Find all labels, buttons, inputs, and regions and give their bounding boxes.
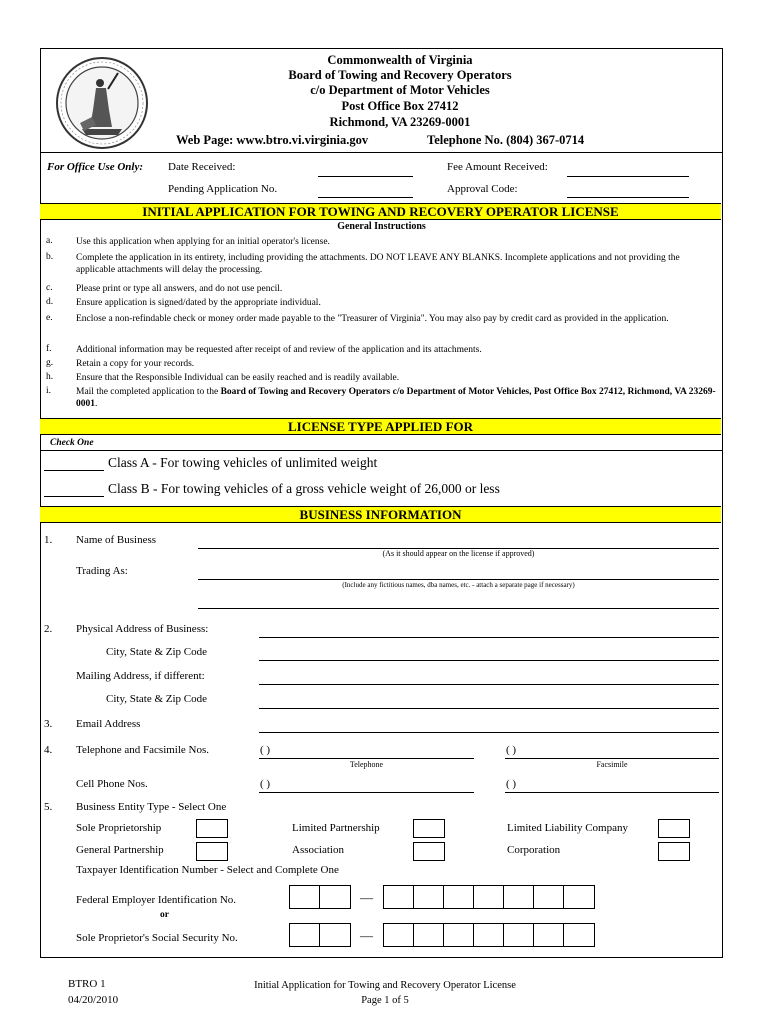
header-line5: Richmond, VA 23269-0001 <box>329 115 471 129</box>
instruction-item: Enclose a non-refindable check or money order made payable to the "Treasurer of Virginia". You may also pay by credit card as provided in the application. <box>76 314 669 324</box>
header-line3: c/o Department of Motor Vehicles <box>310 83 490 97</box>
header-line4: Post Office Box 27412 <box>341 99 459 113</box>
city-state-zip-label: City, State & Zip Code <box>106 693 208 705</box>
llc-checkbox[interactable] <box>658 819 690 838</box>
ssn-digit-cell[interactable] <box>533 923 565 947</box>
fein-label: Federal Employer Identification No. <box>76 894 237 906</box>
fein-digit-cell[interactable] <box>533 885 565 909</box>
ssn-digit-cell[interactable] <box>443 923 475 947</box>
date-received-label: Date Received: <box>168 161 236 173</box>
ssn-dash: — <box>360 928 373 943</box>
trading-as-note: (Include any fictitious names, dba names, etc. - attach a separate page if necessary) <box>342 581 575 589</box>
ssn-digit-cell[interactable] <box>319 923 351 947</box>
cell-phone-label: Cell Phone Nos. <box>76 778 148 790</box>
fein-digit-cell[interactable] <box>319 885 351 909</box>
instruction-letter: h. <box>46 372 54 382</box>
date-received-field[interactable] <box>318 176 413 177</box>
instruction-item: Use this application when applying for an initial operator's license. <box>76 237 330 247</box>
general-partnership-checkbox[interactable] <box>196 842 228 861</box>
instruction-item: Please print or type all answers, and do not use pencil. <box>76 284 283 294</box>
header-line2: Board of Towing and Recovery Operators <box>288 68 512 82</box>
mailing-address-field[interactable] <box>259 684 719 685</box>
business-name-note: (As it should appear on the license if approved) <box>382 549 535 558</box>
corporation-checkbox[interactable] <box>658 842 690 861</box>
class-a-check-field[interactable] <box>44 470 104 471</box>
instruction-item: Ensure that the Responsible Individual can be easily reached and is readily available. <box>76 373 400 383</box>
trading-as-label: Trading As: <box>76 565 128 577</box>
ssn-digit-cell[interactable] <box>413 923 445 947</box>
instruction-letter: d. <box>46 297 54 307</box>
instruction-item: Ensure application is signed/dated by the appropriate individual. <box>76 298 321 308</box>
ssn-label: Sole Proprietor's Social Security No. <box>76 932 238 944</box>
cell-phone-field-2[interactable] <box>505 792 719 793</box>
question-number: 1. <box>44 534 53 546</box>
instruction-letter: f. <box>46 344 52 354</box>
sole-proprietorship-label: Sole Proprietorship <box>76 822 162 834</box>
facsimile-note: Facsimile <box>596 760 628 769</box>
instruction-item: Additional information may be requested after receipt of and review of the application and its attachments. <box>76 345 482 355</box>
pending-application-label: Pending Application No. <box>168 183 278 195</box>
limited-partnership-checkbox[interactable] <box>413 819 445 838</box>
instruction-item <box>76 386 716 410</box>
instruction-item: Complete the application in its entirety, including providing the attachments. DO NOT LEAVE ANY BLANKS. Incomplete applications and not providing the applicable attachments will delay the processing. <box>76 253 680 275</box>
ssn-digit-cell[interactable] <box>563 923 595 947</box>
or-label: or <box>160 910 169 920</box>
area-code-paren: ( ) <box>506 778 517 790</box>
business-name-label: Name of Business <box>76 534 157 546</box>
pending-application-field[interactable] <box>318 197 413 198</box>
trading-as-field-extra[interactable] <box>198 608 719 609</box>
instruction-letter: a. <box>46 236 53 246</box>
fee-amount-field[interactable] <box>567 176 689 177</box>
area-code-paren: ( ) <box>260 778 271 790</box>
instruction-text: Mail the completed application to the <box>76 387 221 397</box>
taxpayer-id-label: Taxpayer Identification Number - Select and Complete One <box>76 864 339 876</box>
physical-address-label: Physical Address of Business: <box>76 623 209 635</box>
telephone-field[interactable] <box>259 758 474 759</box>
instruction-item: Retain a copy for your records. <box>76 359 195 369</box>
fein-digit-cell[interactable] <box>473 885 505 909</box>
sole-proprietorship-checkbox[interactable] <box>196 819 228 838</box>
fein-digit-cell[interactable] <box>383 885 415 909</box>
general-partnership-label: General Partnership <box>76 844 164 856</box>
instruction-letter: i. <box>46 386 52 396</box>
approval-code-field[interactable] <box>567 197 689 198</box>
question-number: 4. <box>44 744 53 756</box>
mailing-address-text: Board of Towing and Recovery Operators c/o Department of Motor Vehicles, Post Office Box 27412, Richmond, VA 23269-0001 <box>76 387 716 409</box>
city-state-zip-label: City, State & Zip Code <box>106 646 208 658</box>
form-title: INITIAL APPLICATION FOR TOWING AND RECOVERY OPERATOR LICENSE <box>40 203 721 220</box>
mailing-address-label: Mailing Address, if different: <box>76 670 205 682</box>
email-field[interactable] <box>259 732 719 733</box>
entity-type-label: Business Entity Type - Select One <box>76 801 227 813</box>
corporation-label: Corporation <box>507 844 561 856</box>
llc-label: Limited Liability Company <box>507 822 628 834</box>
limited-partnership-label: Limited Partnership <box>292 822 380 834</box>
question-number: 2. <box>44 623 53 635</box>
question-number: 5. <box>44 801 53 813</box>
trading-as-field[interactable] <box>198 579 719 580</box>
question-number: 3. <box>44 718 53 730</box>
ssn-digit-cell[interactable] <box>383 923 415 947</box>
ssn-digit-cell[interactable] <box>503 923 535 947</box>
business-info-heading: BUSINESS INFORMATION <box>40 506 721 523</box>
mailing-city-field[interactable] <box>259 708 719 709</box>
association-checkbox[interactable] <box>413 842 445 861</box>
header-line1: Commonwealth of Virginia <box>327 53 473 67</box>
office-use-label: For Office Use Only: <box>47 161 144 173</box>
class-b-check-field[interactable] <box>44 496 104 497</box>
instruction-letter: g. <box>46 358 54 368</box>
instruction-text: . <box>95 399 98 409</box>
header-phone: Telephone No. (804) 367-0714 <box>427 133 585 147</box>
physical-address-field[interactable] <box>259 637 719 638</box>
fein-digit-cell[interactable] <box>289 885 321 909</box>
instructions-heading: General Instructions <box>337 221 426 232</box>
footer-form-number: BTRO 1 <box>68 978 106 990</box>
cell-phone-field-1[interactable] <box>259 792 474 793</box>
area-code-paren: ( ) <box>260 744 271 756</box>
ssn-digit-cell[interactable] <box>473 923 505 947</box>
fein-digit-cell[interactable] <box>413 885 445 909</box>
fein-digit-cell[interactable] <box>503 885 535 909</box>
facsimile-field[interactable] <box>505 758 719 759</box>
footer-title: Initial Application for Towing and Recovery Operator License <box>254 980 516 991</box>
association-label: Association <box>292 844 344 856</box>
telephone-note: Telephone <box>349 760 384 769</box>
area-code-paren: ( ) <box>506 744 517 756</box>
physical-city-field[interactable] <box>259 660 719 661</box>
check-one-label: Check One <box>50 438 94 448</box>
instruction-letter: c. <box>46 283 53 293</box>
fein-digit-cell[interactable] <box>563 885 595 909</box>
ssn-digit-cell[interactable] <box>289 923 321 947</box>
header-web: Web Page: www.btro.vi.virginia.gov <box>176 133 369 147</box>
approval-code-label: Approval Code: <box>447 183 518 195</box>
virginia-seal-icon <box>52 55 152 151</box>
email-label: Email Address <box>76 718 141 730</box>
footer-page-number: Page 1 of 5 <box>361 995 409 1006</box>
instruction-letter: e. <box>46 313 53 323</box>
divider <box>40 152 723 153</box>
fee-amount-label: Fee Amount Received: <box>447 161 548 173</box>
class-a-label: Class A - For towing vehicles of unlimited weight <box>108 455 378 470</box>
class-b-label: Class B - For towing vehicles of a gross vehicle weight of 26,000 or less <box>108 481 500 496</box>
fein-digit-cell[interactable] <box>443 885 475 909</box>
license-type-heading: LICENSE TYPE APPLIED FOR <box>40 418 721 435</box>
telephone-facsimile-label: Telephone and Facsimile Nos. <box>76 744 210 756</box>
footer-form-date: 04/20/2010 <box>68 994 119 1006</box>
instruction-letter: b. <box>46 252 54 262</box>
divider <box>40 450 723 451</box>
fein-dash: — <box>360 890 373 905</box>
